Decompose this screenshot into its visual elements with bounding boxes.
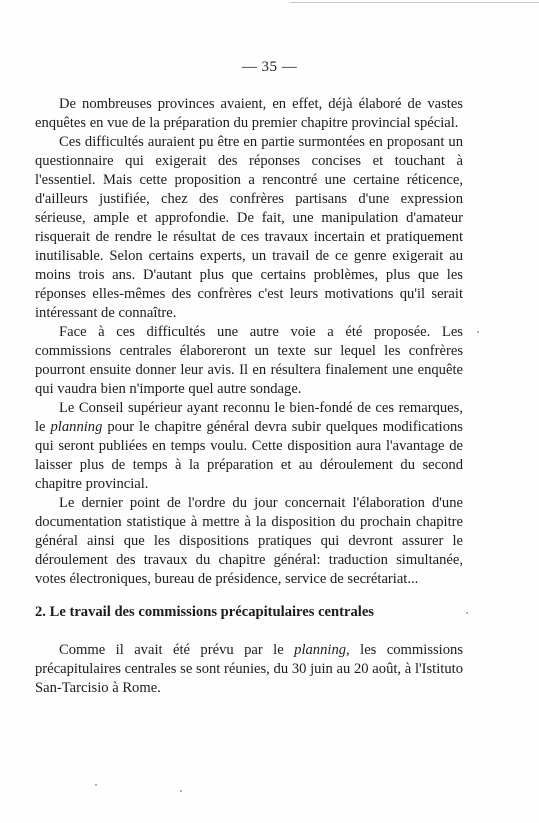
section-paragraph-1 xyxy=(35,641,463,698)
scan-speck xyxy=(477,331,479,333)
page-number: — 35 — xyxy=(241,59,298,75)
paragraph-2: Ces difficultés auraient pu être en partie surmontées en proposant un questionnaire qui exigerait des réponses concises et touchant à l'essentiel. Mais cette proposition a rencontré une certaine réticence, d'ailleurs justifiée, chez des confrères partisans d'une expression sérieuse, ample et approfondie. De fait, une manipulation d'amateur risquerait de rendre le résultat de ces travaux incertain et pratiquement inutilisable. Selon certains experts, un travail de ce genre exigerait au moins trois ans. D'autant plus que certains problèmes, plus que les réponses elles-mêmes des confrères c'est leurs motivations qu'il serait intéressant de connaître. xyxy=(35,134,463,321)
scan-speck xyxy=(466,612,468,614)
section-body xyxy=(35,641,463,698)
paragraph-1: De nombreuses provinces avaient, en effet, déjà élaboré de vastes enquêtes en vue de la préparation du premier chapitre provincial spécial. xyxy=(35,96,463,131)
planning-term-2: planning, xyxy=(294,642,350,658)
body-text xyxy=(35,95,463,589)
section-paragraph-text-end: les commissions précapitulaires centrales se sont réunies, du 30 juin au 20 août, à l'Istituto San-Tarcisio à Rome. xyxy=(35,642,464,696)
top-rule xyxy=(290,2,539,3)
section-paragraph-text-start: Comme il avait été prévu par le xyxy=(59,642,295,658)
planning-term: planning xyxy=(50,419,103,435)
paragraph-4-text-end: pour le chapitre général devra subir quelques modifications qui seront publiées en temps voulu. Cette disposition aura l'avantage de laisser plus de temps à la préparation et au déroulement du second chapitre provincial. xyxy=(35,419,463,492)
paragraph-4-text-start: Le Conseil supérieur ayant reconnu le bien-fondé de ces remarques, le xyxy=(35,400,463,435)
scan-speck xyxy=(180,790,182,792)
paragraph-4 xyxy=(35,399,463,494)
paragraph-5: Le dernier point de l'ordre du jour concernait l'élaboration d'une documentation statistique à mettre à la disposition du prochain chapitre général ainsi que les dispositions pratiques qui devront assurer le déroulement des travaux du chapitre général: traduction simultanée, votes électroniques, bureau de présidence, service de secrétariat... xyxy=(35,495,463,587)
paragraph-3: Face à ces difficultés une autre voie a été proposée. Les commissions centrales élaboreront un texte sur lequel les confrères pourront ensuite donner leur avis. Il en résultera finalement une enquête qui vaudra bien n'importe quel autre sondage. xyxy=(35,324,463,397)
scan-speck xyxy=(95,784,97,786)
section-heading: 2. Le travail des commissions précapitulaires centrales xyxy=(35,604,374,620)
